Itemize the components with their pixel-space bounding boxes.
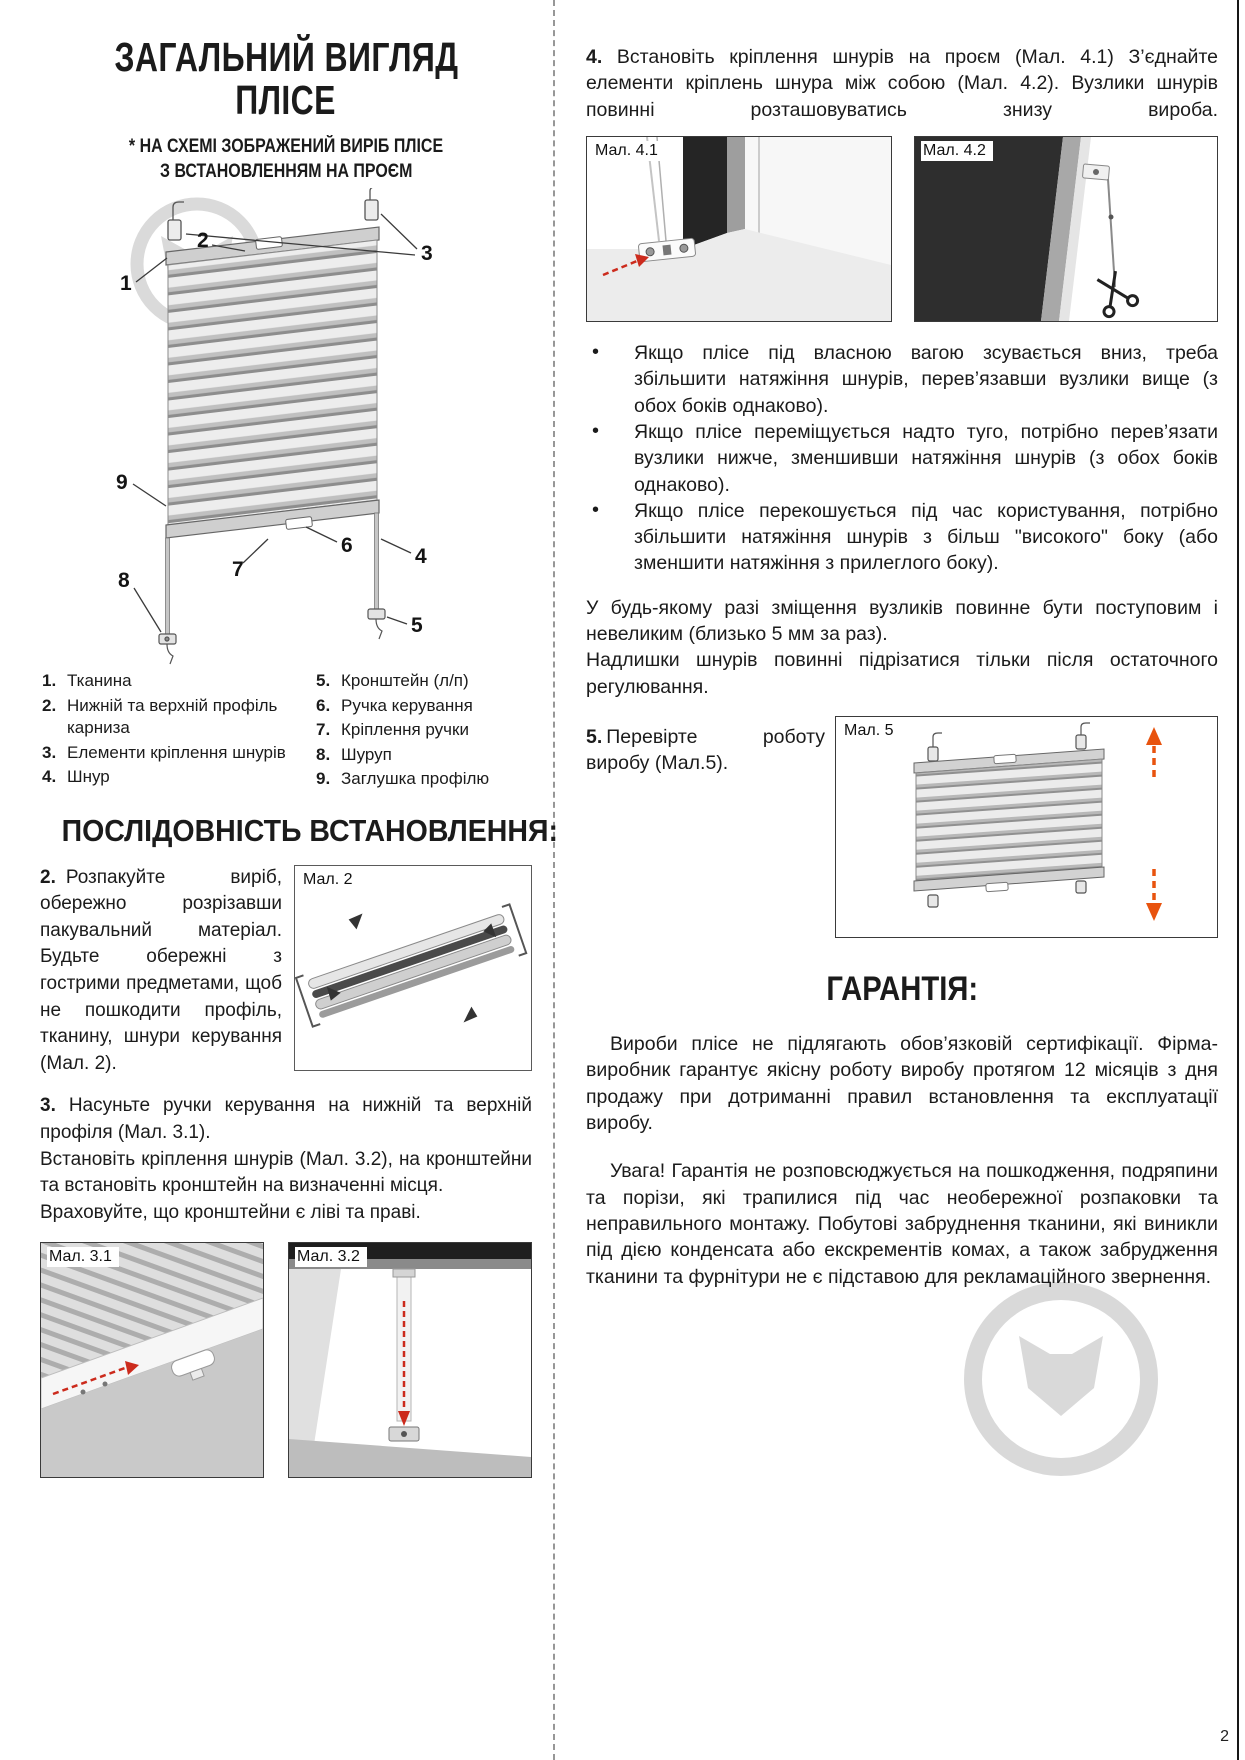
step-2-number: 2.: [40, 866, 56, 888]
figure-4-2-drawing: [915, 137, 1217, 321]
warranty-heading: ГАРАНТІЯ:: [826, 970, 978, 1008]
figure-3-2-drawing: [289, 1243, 531, 1477]
figure-3-1: [40, 1242, 264, 1478]
step-3-paragraph-3: Враховуйте, що кронштейни є ліві та праві.: [40, 1201, 421, 1223]
page-subtitle: [40, 134, 532, 184]
warranty-paragraph-2: Увага! Гарантія не розповсюджується на пошкодження, подряпини та порізи, які трапилися під час необережної розпаковки та неправильного монтажу. Побутові забруднення тканини, які виникли під дією конденсата або екскрементів комах, а також забрудження тканини та фурнітури не є підставою для рекламаційного звернення.: [586, 1160, 1218, 1288]
note-line-1: У будь-якому разі зміщення вузликів повинне бути поступовим і невеликим (близько 5 мм за раз).: [586, 596, 1218, 646]
pleated-fabric: [168, 240, 377, 525]
list-item-1: • Якщо плісе під власною вагою зсувається вниз, треба збільшити натяжіння шнурів, перев’язавши вузлики вище (з обох боків однаково).: [592, 340, 1218, 417]
callout-9: 9: [116, 471, 128, 495]
callout-4: 4: [415, 545, 427, 569]
notes-section: [586, 595, 1218, 700]
figure-3-1-label: Мал. 3.1: [47, 1247, 119, 1267]
step-2-paragraph: [40, 865, 282, 1078]
step-5-number: 5.: [586, 726, 603, 748]
legend-item-1: 1. Тканина: [42, 671, 132, 691]
figure-5-label: Мал. 5: [842, 721, 901, 741]
figure-2-drawing: [295, 866, 531, 1070]
list-item-3: • Якщо плісе перекошується під час користування, потрібно збільшити натяжіння шнурів з більш "високого" боку (або зменшити натяжіння з прилеглого боку).: [592, 498, 1218, 575]
step-5-text: Перевірте роботу виробу (Мал.5).: [586, 726, 825, 775]
subtitle-line-2: З ВСТАНОВЛЕННЯМ НА ПРОЄМ: [159, 161, 413, 183]
right-cord-rail: [375, 513, 379, 609]
figure-3-1-drawing: [41, 1243, 263, 1477]
page-right-border: [1237, 0, 1240, 1760]
left-cord-rail: [166, 538, 170, 634]
install-sequence-heading: ПОСЛІДОВНІСТЬ ВСТАНОВЛЕННЯ:: [61, 812, 558, 848]
bottom-handle: [986, 882, 1009, 892]
pleated-fabric: [916, 759, 1102, 881]
left-column: [40, 34, 558, 1478]
figures-4-row: [586, 136, 1218, 322]
top-mount-right-icon: [365, 188, 380, 220]
step-3-section: [40, 1093, 532, 1226]
column-divider: [553, 0, 555, 1760]
bullet-icon: •: [592, 419, 600, 442]
adjustment-notes-list: [586, 340, 1218, 577]
callout-3: 3: [421, 242, 433, 266]
step-4-number: 4.: [586, 46, 603, 68]
figure-3-2: [288, 1242, 532, 1478]
legend-item-8: 8. Шуруп: [316, 744, 392, 764]
top-handle: [994, 754, 1017, 764]
figure-2: [294, 865, 532, 1071]
legend-column-2: [314, 670, 532, 792]
legend-column-1: [40, 670, 302, 792]
legend-item-9: 9. Заглушка профілю: [316, 769, 490, 789]
figure-2-label: Мал. 2: [301, 870, 360, 890]
callout-8: 8: [118, 569, 130, 593]
step-3-paragraph-2: Встановіть кріплення шнурів (Мал. 3.2), на кронштейни та встановіть кронштейн на визначенні місця.: [40, 1148, 532, 1197]
legend-item-5: 5. Кронштейн (л/п): [316, 671, 469, 691]
legend-item-7: 7. Кріплення ручки: [316, 720, 469, 740]
figure-4-1-label: Мал. 4.1: [593, 141, 665, 161]
figure-5-drawing: [836, 717, 1217, 937]
callout-5: 5: [411, 614, 423, 638]
warranty-paragraph-1: Вироби плісе не підлягають обов’язковій сертифікації. Фірма-виробник гарантує якісну роботу виробу протягом 12 місяців з дня продажу при дотриманні правил встановлення та експлуатації виробу.: [586, 1033, 1218, 1134]
step-4-paragraph: [586, 44, 1218, 123]
window-frame-edge: [727, 137, 745, 233]
legend-item-2: 2. Нижній та верхній профіль карниза: [42, 695, 278, 738]
page-title: [40, 36, 532, 121]
left-bottom-bracket-icon: [159, 634, 176, 664]
legend-item-6: 6. Ручка керування: [316, 695, 473, 715]
step-5-paragraph: [586, 716, 825, 777]
step-2-section: [40, 865, 532, 1078]
watermark-logo: [946, 1264, 1176, 1494]
legend-item-3: 3. Елементи кріплення шнурів: [42, 742, 286, 762]
title-line-1: ЗАГАЛЬНИЙ ВИГЛЯД: [114, 34, 458, 80]
step-2-text: Розпакуйте виріб, обережно розрізавши пакувальний матеріал. Будьте обережні з гострими предметами, щоб не пошкодити профіль, тканину, шнури керування (Мал. 2).: [40, 866, 282, 1074]
subtitle-line-1: * НА СХЕМІ ЗОБРАЖЕНИЙ ВИРІБ ПЛІСЕ: [128, 136, 444, 158]
step-4-text: Встановіть кріплення шнурів на проєм (Мал. 4.1) З’єднайте елементи кріплень шнура між собою (Мал. 4.2). Вузлики шнурів повинні розташовуватись знизу вироба.: [586, 46, 1219, 121]
title-line-2: ПЛІСЕ: [235, 76, 337, 123]
figure-4-2-label: Мал. 4.2: [921, 141, 993, 161]
note-line-2: Надлишки шнурів повинні підрізатися тільки після остаточного регулювання.: [586, 649, 1218, 698]
blind-overview-diagram: [40, 188, 532, 666]
arrow-icon: [464, 1006, 478, 1022]
figure-4-1: [586, 136, 892, 322]
figures-3-row: [40, 1242, 532, 1478]
page-number: 2: [1220, 1728, 1229, 1745]
window-frame: [915, 137, 1063, 321]
arrow-icon: [349, 913, 363, 929]
figure-3-2-label: Мал. 3.2: [295, 1247, 367, 1267]
figure-4-1-drawing: [587, 137, 891, 321]
cord-knot: [1109, 214, 1114, 219]
callout-7: 7: [232, 558, 244, 582]
callout-2: 2: [197, 229, 209, 253]
legend-item-4: 4. Шнур: [42, 767, 110, 787]
step-3-paragraph-1: 3. Насуньте ручки керування на нижній та верхній профіля (Мал. 3.1).: [40, 1095, 532, 1143]
right-column: [586, 44, 1218, 1290]
legend: [40, 670, 532, 792]
bullet-icon: •: [592, 498, 600, 521]
bullet-icon: •: [592, 340, 600, 363]
right-bottom-bracket-icon: [368, 609, 385, 639]
figure-5: [835, 716, 1218, 938]
callout-6: 6: [341, 534, 353, 558]
packed-blind: [296, 904, 526, 1026]
step-5-section: [586, 716, 1218, 938]
list-item-2: • Якщо плісе переміщується надто туго, потрібно перев’язати вузлики нижче, зменшивши натяжіння шнурів (з обох боків однаково).: [592, 419, 1218, 496]
figure-4-2: [914, 136, 1218, 322]
window-glass: [683, 137, 727, 249]
step-3-number: 3.: [40, 1095, 56, 1117]
callout-1: 1: [120, 272, 132, 296]
